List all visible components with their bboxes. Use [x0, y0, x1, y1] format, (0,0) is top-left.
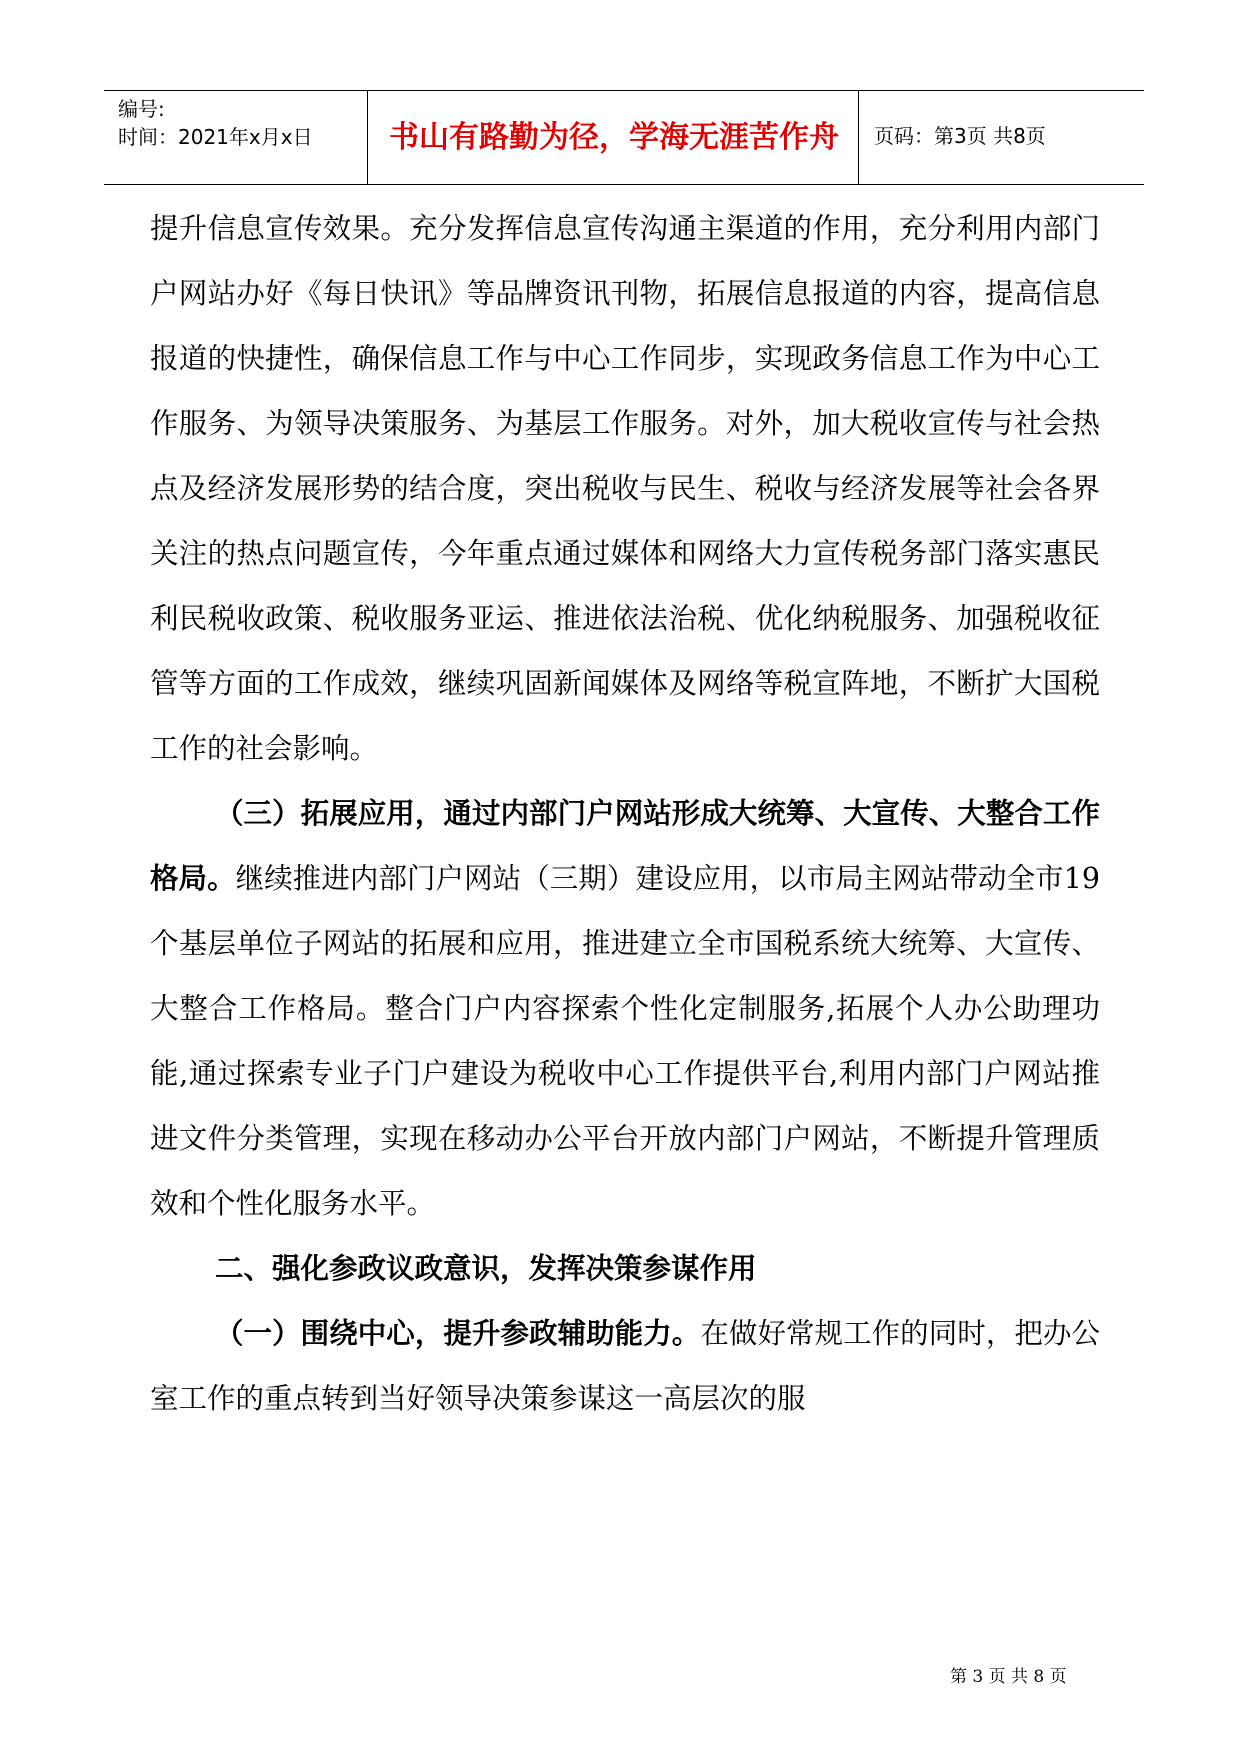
- document-body: [150, 196, 1100, 1431]
- paragraph-3-bold: （一）围绕中心，提升参政辅助能力。: [215, 1316, 701, 1350]
- header-divider-right: [858, 91, 859, 184]
- paragraph-2: [150, 781, 1100, 1236]
- page-header: [104, 90, 1144, 185]
- header-number-label: 编号:: [118, 97, 165, 121]
- paragraph-2-text: 继续推进内部门户网站（三期）建设应用，以市局主网站带动全市19个基层单位子网站的拓展和应用，推进建立全市国税系统大统筹、大宣传、大整合工作格局。整合门户内容探索个性化定制服务,拓展个人办公助理功能,通过探索专业子门户建设为税收中心工作提供平台,利用内部门户网站推进文件分类管理，实现在移动办公平台开放内部门户网站，不断提升管理质效和个性化服务水平。: [150, 862, 1100, 1220]
- header-divider-left: [367, 91, 368, 184]
- paragraph-1-text: 提升信息宣传效果。充分发挥信息宣传沟通主渠道的作用，充分利用内部门户网站办好《每日快讯》等品牌资讯刊物，拓展信息报道的内容，提高信息报道的快捷性，确保信息工作与中心工作同步，实现政务信息工作为中心工作服务、为领导决策服务、为基层工作服务。对外，加大税收宣传与社会热点及经济发展形势的结合度，突出税收与民生、税收与经济发展等社会各界关注的热点问题宣传，今年重点通过媒体和网络大力宣传税务部门落实惠民利民税收政策、税收服务亚运、推进依法治税、优化纳税服务、加强税收征管等方面的工作成效，继续巩固新闻媒体及网络等税宣阵地，不断扩大国税工作的社会影响。: [150, 212, 1100, 765]
- paragraph-3-text: 在做好常规工作的同时，把办公室工作的重点转到当好领导决策参谋这一高层次的服: [150, 1317, 1100, 1415]
- header-page-info: 页码：第3页 共8页: [874, 124, 1046, 148]
- header-time-label: 时间：2021年x月x日: [118, 125, 313, 149]
- section-heading: [150, 1236, 1100, 1301]
- header-motto: 书山有路勤为径，学海无涯苦作舟: [389, 120, 839, 155]
- header-meta: [118, 95, 313, 151]
- paragraph-2-bold: （三）拓展应用，通过内部门户网站形成大统筹、大宣传、大整合工作格局。: [150, 796, 1100, 895]
- page-footer: 第 3 页 共 8 页: [950, 1667, 1067, 1687]
- section-heading-text: 二、强化参政议政意识，发挥决策参谋作用: [215, 1251, 757, 1285]
- paragraph-1: [150, 196, 1100, 781]
- paragraph-3: [150, 1301, 1100, 1431]
